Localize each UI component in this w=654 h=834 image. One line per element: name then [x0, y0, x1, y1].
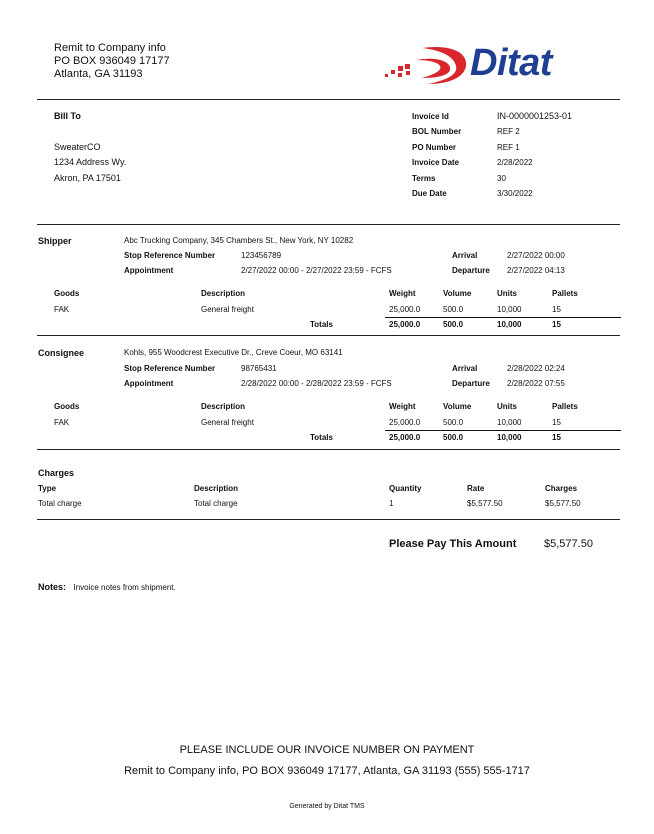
consignee-address: Kohls, 955 Woodcrest Executive Dr., Creve Coeur, MO 63141	[124, 348, 343, 357]
pay-amount-label: Please Pay This Amount	[389, 538, 517, 550]
charges-title: Charges	[38, 468, 75, 478]
pay-amount-value: $5,577.50	[544, 538, 593, 550]
departure-label: Departure	[452, 266, 490, 275]
cell-type: Total charge	[38, 499, 82, 508]
consignee-label: Consignee	[38, 348, 85, 358]
divider	[37, 335, 620, 336]
column-header-units: Units	[497, 289, 517, 298]
invoice-field	[412, 158, 622, 173]
column-header-description: Description	[201, 289, 246, 298]
column-header-rate: Rate	[467, 484, 485, 493]
footer-instruction: PLEASE INCLUDE OUR INVOICE NUMBER ON PAYMENT	[179, 744, 475, 756]
notes-label: Notes:	[38, 582, 67, 592]
cell-goods: FAK	[54, 305, 70, 314]
column-header-goods: Goods	[54, 289, 80, 298]
divider	[37, 519, 620, 520]
bill-to-label: Bill To	[54, 111, 81, 121]
cell-quantity: 1	[389, 499, 394, 508]
cell-charges: $5,577.50	[545, 499, 581, 508]
total-volume: 500.0	[443, 433, 464, 442]
remit-line: PO BOX 936049 17177	[54, 55, 170, 67]
invoice-field	[412, 112, 622, 127]
stop-ref-label: Stop Reference Number	[124, 364, 216, 373]
invoice-date-value: 2/28/2022	[497, 158, 533, 168]
shipper-address: Abc Trucking Company, 345 Chambers St., New York, NY 10282	[124, 236, 354, 245]
footer-remit: Remit to Company info, PO BOX 936049 17177, Atlanta, GA 31193 (555) 555-1717	[124, 765, 530, 777]
departure-value: 2/28/2022 07:55	[507, 379, 565, 388]
total-pallets: 15	[552, 320, 561, 329]
departure-label: Departure	[452, 379, 490, 388]
company-logo	[382, 40, 582, 88]
invoice-field	[412, 174, 622, 189]
totals-label: Totals	[310, 320, 333, 329]
stop-ref-value: 123456789	[241, 251, 282, 260]
cell-pallets: 15	[552, 418, 561, 427]
column-header-pallets: Pallets	[552, 402, 578, 411]
column-header-description: Description	[194, 484, 239, 493]
divider	[37, 224, 620, 225]
cell-description: Total charge	[194, 499, 238, 508]
arrival-label: Arrival	[452, 364, 478, 373]
total-weight: 25,000.0	[389, 320, 421, 329]
terms-value: 30	[497, 173, 506, 183]
total-units: 10,000	[497, 433, 522, 442]
cell-goods: FAK	[54, 418, 70, 427]
appointment-value: 2/28/2022 00:00 - 2/28/2022 23:59 - FCFS	[241, 379, 392, 388]
divider	[37, 99, 620, 100]
notes-text: Invoice notes from shipment.	[73, 583, 176, 592]
totals-divider	[385, 430, 621, 431]
total-volume: 500.0	[443, 320, 464, 329]
invoice-field	[412, 127, 622, 142]
appointment-label: Appointment	[124, 379, 174, 388]
cell-weight: 25,000.0	[389, 418, 421, 427]
arrival-label: Arrival	[452, 251, 478, 260]
cell-pallets: 15	[552, 305, 561, 314]
arrival-value: 2/27/2022 00:00	[507, 251, 565, 260]
departure-value: 2/27/2022 04:13	[507, 266, 565, 275]
column-header-quantity: Quantity	[389, 484, 422, 493]
po-number-value: REF 1	[497, 142, 520, 152]
stop-ref-label: Stop Reference Number	[124, 251, 216, 260]
column-header-description: Description	[201, 402, 246, 411]
logo-swoosh-icon	[382, 40, 482, 88]
column-header-weight: Weight	[389, 289, 416, 298]
generated-by: Generated by Ditat TMS	[289, 803, 365, 810]
total-units: 10,000	[497, 320, 522, 329]
due-date-label: Due Date	[412, 188, 447, 198]
bill-to-address1: 1234 Address Wy.	[54, 157, 127, 167]
invoice-date-label: Invoice Date	[412, 158, 460, 168]
bol-number-label: BOL Number	[412, 127, 462, 137]
cell-weight: 25,000.0	[389, 305, 421, 314]
column-header-goods: Goods	[54, 402, 80, 411]
invoice-id-value: IN-0000001253-01	[497, 111, 573, 121]
column-header-volume: Volume	[443, 402, 472, 411]
column-header-pallets: Pallets	[552, 289, 578, 298]
appointment-value: 2/27/2022 00:00 - 2/27/2022 23:59 - FCFS	[241, 266, 392, 275]
invoice-field	[412, 189, 622, 204]
column-header-volume: Volume	[443, 289, 472, 298]
bol-number-value: REF 2	[497, 127, 520, 137]
logo-wordmark: Ditat	[470, 42, 552, 84]
cell-units: 10,000	[497, 418, 522, 427]
remit-line: Atlanta, GA 31193	[54, 68, 143, 80]
po-number-label: PO Number	[412, 142, 457, 152]
cell-units: 10,000	[497, 305, 522, 314]
cell-description: General freight	[201, 305, 254, 314]
due-date-value: 3/30/2022	[497, 188, 533, 198]
totals-label: Totals	[310, 433, 333, 442]
appointment-label: Appointment	[124, 266, 174, 275]
notes-block	[38, 577, 176, 595]
remit-line: Remit to Company info	[54, 42, 166, 54]
cell-description: General freight	[201, 418, 254, 427]
shipper-label: Shipper	[38, 236, 72, 246]
column-header-weight: Weight	[389, 402, 416, 411]
column-header-charges: Charges	[545, 484, 578, 493]
totals-divider	[385, 317, 621, 318]
total-weight: 25,000.0	[389, 433, 421, 442]
terms-label: Terms	[412, 173, 436, 183]
stop-ref-value: 98765431	[241, 364, 277, 373]
bill-to-address2: Akron, PA 17501	[54, 173, 121, 183]
bill-to-name: SweaterCO	[54, 142, 101, 152]
column-header-units: Units	[497, 402, 517, 411]
column-header-type: Type	[38, 484, 57, 493]
invoice-id-label: Invoice Id	[412, 112, 449, 121]
cell-volume: 500.0	[443, 305, 464, 314]
divider	[37, 449, 620, 450]
remit-address-block	[54, 42, 170, 81]
invoice-fields	[412, 112, 622, 204]
cell-rate: $5,577.50	[467, 499, 503, 508]
invoice-field	[412, 143, 622, 158]
cell-volume: 500.0	[443, 418, 464, 427]
arrival-value: 2/28/2022 02:24	[507, 364, 565, 373]
total-pallets: 15	[552, 433, 561, 442]
